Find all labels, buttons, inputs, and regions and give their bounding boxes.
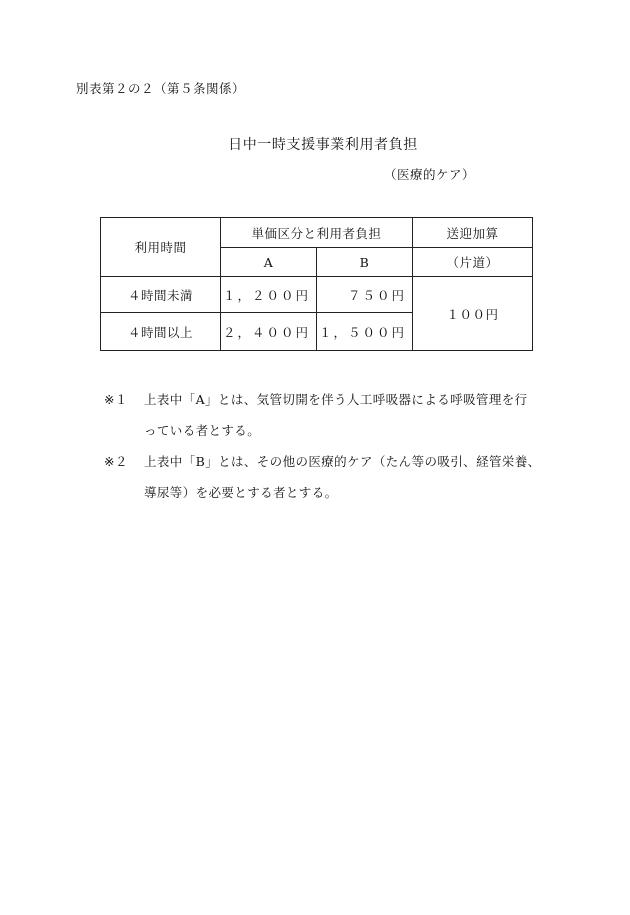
cell-usage-time: ４時間以上 (101, 313, 221, 351)
header-transport-sub: （片道） (413, 248, 533, 277)
note-text-line: 上表中「B」とは、その他の医療的ケア（たん等の吸引、経管栄養、 (144, 454, 541, 469)
cell-fee-b: １，５００円 (317, 313, 413, 351)
document-subtitle: （医療的ケア） (384, 167, 476, 182)
header-usage-time: 利用時間 (101, 218, 221, 277)
header-transport: 送迎加算 (413, 218, 533, 248)
header-unit-price: 単価区分と利用者負担 (221, 218, 413, 248)
cell-usage-time: ４時間未満 (101, 277, 221, 313)
note-mark: ※１ (104, 392, 128, 407)
note-mark: ※２ (104, 454, 128, 469)
cell-fee-a: ２，４００円 (221, 313, 317, 351)
note-text-line: 上表中「A」とは、気管切開を伴う人工呼吸器による呼吸管理を行 (144, 392, 528, 407)
cell-fee-b: ７５０円 (317, 277, 413, 313)
cell-fee-a: １，２００円 (221, 277, 317, 313)
note-text-line: 導尿等）を必要とする者とする。 (144, 485, 338, 500)
notes-section (104, 384, 554, 508)
header-category-b: B (317, 248, 413, 277)
header-category-a: A (221, 248, 317, 277)
cell-transport-fee: １００円 (413, 277, 533, 351)
appendix-reference: 別表第２の２（第５条関係） (76, 81, 246, 96)
document-title: 日中一時支援事業利用者負担 (228, 137, 418, 153)
table-row (101, 277, 533, 313)
fee-table (100, 217, 533, 351)
note-item (104, 446, 554, 508)
note-text-line: っている者とする。 (144, 423, 261, 438)
note-item (104, 384, 554, 446)
table-header-row (101, 218, 533, 248)
